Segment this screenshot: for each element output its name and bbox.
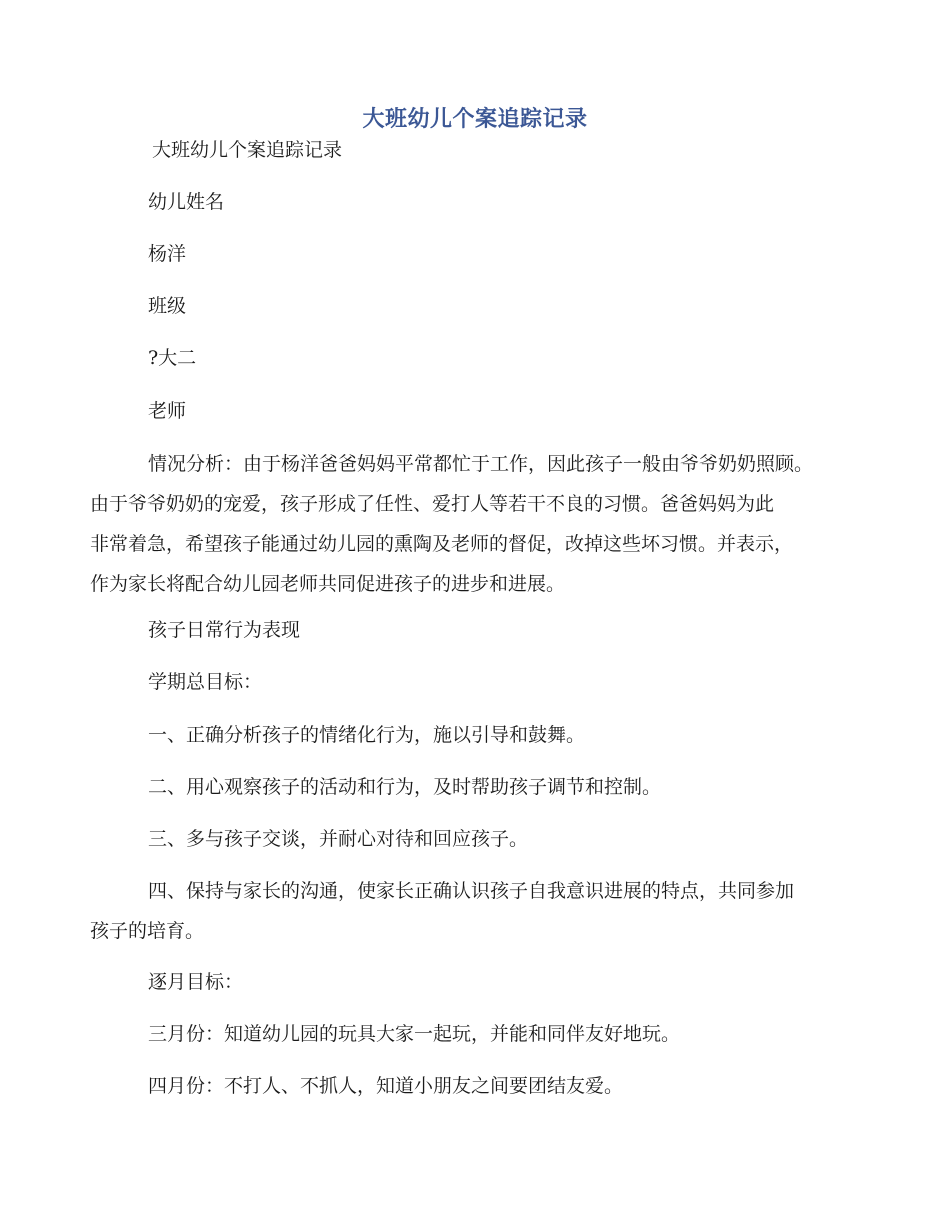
analysis-line: 情况分析：由于杨洋爸爸妈妈平常都忙于工作，因此孩子一般由爷爷奶奶照顾。 [148, 453, 814, 475]
teacher-label: 老师 [148, 400, 187, 422]
behavior-heading: 孩子日常行为表现 [148, 619, 301, 641]
semester-goal-four [90, 871, 880, 951]
document-subtitle: 大班幼儿个案追踪记录 [152, 139, 343, 161]
semester-goals-heading: 学期总目标： [148, 671, 263, 693]
document-title: 大班幼儿个案追踪记录 [362, 106, 588, 132]
analysis-line: 由于爷爷奶奶的宠爱，孩子形成了任性、爱打人等若干不良的习惯。爸爸妈妈为此 [90, 493, 775, 515]
name-value: 杨洋 [148, 243, 187, 265]
monthly-goal-item: 三月份：知道幼儿园的玩具大家一起玩，并能和同伴友好地玩。 [148, 1023, 681, 1045]
semester-goal-item: 二、用心观察孩子的活动和行为，及时帮助孩子调节和控制。 [148, 776, 662, 798]
analysis-paragraph [90, 444, 880, 604]
name-label: 幼儿姓名 [148, 191, 225, 213]
monthly-goal-item: 四月份：不打人、不抓人，知道小朋友之间要团结友爱。 [148, 1075, 624, 1097]
semester-goal-item: 一、正确分析孩子的情绪化行为，施以引导和鼓舞。 [148, 724, 586, 746]
class-label: 班级 [148, 295, 187, 317]
goal-four-line: 四、保持与家长的沟通，使家长正确认识孩子自我意识进展的特点，共同参加 [148, 880, 795, 902]
monthly-goals-heading: 逐月目标： [148, 971, 244, 993]
analysis-line: 非常着急，希望孩子能通过幼儿园的熏陶及老师的督促，改掉这些坏习惯。并表示， [90, 533, 794, 555]
goal-four-line: 孩子的培育。 [90, 920, 205, 942]
semester-goal-item: 三、多与孩子交谈，并耐心对待和回应孩子。 [148, 828, 529, 850]
analysis-line: 作为家长将配合幼儿园老师共同促进孩子的进步和进展。 [90, 573, 566, 595]
class-value: ?大二 [148, 347, 197, 369]
